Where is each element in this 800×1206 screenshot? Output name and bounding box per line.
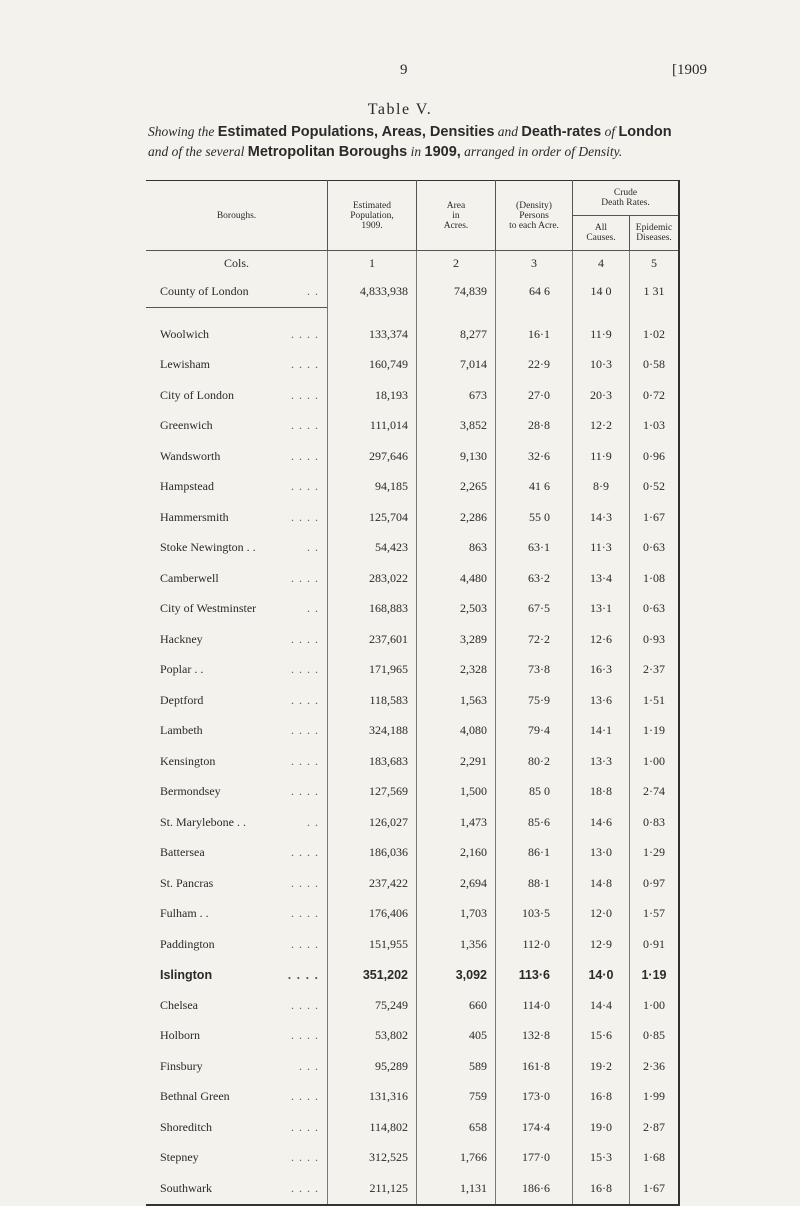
density-cell: 85·6 — [496, 807, 573, 838]
header-crude-death-rates: Crude Death Rates. — [573, 181, 680, 216]
area-cell: 673 — [417, 380, 496, 411]
density-cell: 80·2 — [496, 746, 573, 777]
area-cell: 2,694 — [417, 868, 496, 899]
table-row — [146, 685, 679, 716]
borough-name: Wandsworth — [160, 448, 221, 463]
borough-name: Holborn — [160, 1028, 200, 1043]
all-causes-cell: 13·4 — [573, 563, 630, 594]
all-causes-cell: 11·9 — [573, 441, 630, 472]
table-row — [146, 838, 679, 869]
population-cell: 183,683 — [328, 746, 417, 777]
leader-dots: . . . — [299, 1058, 319, 1073]
population-cell: 133,374 — [328, 319, 417, 350]
header-density: (Density) Persons to each Acre. — [496, 181, 573, 251]
epidemic-cell: 2·36 — [630, 1051, 680, 1082]
leader-dots: . . . . — [291, 1028, 319, 1043]
table-row — [146, 1051, 679, 1082]
area-cell: 2,503 — [417, 594, 496, 625]
borough-name: Hammersmith — [160, 509, 229, 524]
density-cell: 113·6 — [496, 960, 573, 991]
table-row — [146, 533, 679, 564]
page-number: 9 — [400, 62, 408, 78]
leader-dots: . . . . — [291, 570, 319, 585]
population-cell: 94,185 — [328, 472, 417, 503]
density-cell: 63·1 — [496, 533, 573, 564]
area-cell: 4,080 — [417, 716, 496, 747]
borough-name: Hampstead — [160, 479, 214, 494]
col-number: 1 — [328, 251, 417, 276]
leader-dots: . . . . — [291, 753, 319, 768]
column-number-row — [146, 251, 679, 276]
table-row — [146, 472, 679, 503]
density-cell: 112·0 — [496, 929, 573, 960]
table-row — [146, 716, 679, 747]
population-cell: 283,022 — [328, 563, 417, 594]
spacer-row — [146, 308, 679, 320]
header-population: Estimated Population, 1909. — [328, 181, 417, 251]
population-cell: 237,601 — [328, 624, 417, 655]
county-all-causes: 14 0 — [573, 275, 630, 308]
table-row — [146, 502, 679, 533]
density-cell: 75·9 — [496, 685, 573, 716]
page-year: [1909 — [672, 62, 707, 78]
density-cell: 88·1 — [496, 868, 573, 899]
epidemic-cell: 1·19 — [630, 716, 680, 747]
area-cell: 1,500 — [417, 777, 496, 808]
all-causes-cell: 13·1 — [573, 594, 630, 625]
all-causes-cell: 15·3 — [573, 1143, 630, 1174]
all-causes-cell: 14·3 — [573, 502, 630, 533]
all-causes-cell: 16·8 — [573, 1082, 630, 1113]
table-row — [146, 350, 679, 381]
density-cell: 72·2 — [496, 624, 573, 655]
leader-dots: . . . . — [291, 1119, 319, 1134]
leader-dots: . . — [307, 283, 319, 298]
population-cell: 351,202 — [328, 960, 417, 991]
all-causes-cell: 14·8 — [573, 868, 630, 899]
area-cell: 658 — [417, 1112, 496, 1143]
area-cell: 2,160 — [417, 838, 496, 869]
area-cell: 1,563 — [417, 685, 496, 716]
population-cell: 176,406 — [328, 899, 417, 930]
epidemic-cell: 1·99 — [630, 1082, 680, 1113]
area-cell: 1,131 — [417, 1173, 496, 1205]
leader-dots: . . . . — [291, 936, 319, 951]
epidemic-cell: 1·02 — [630, 319, 680, 350]
area-cell: 2,291 — [417, 746, 496, 777]
density-cell: 16·1 — [496, 319, 573, 350]
all-causes-cell: 11·9 — [573, 319, 630, 350]
epidemic-cell: 1·51 — [630, 685, 680, 716]
density-cell: 86·1 — [496, 838, 573, 869]
density-cell: 27·0 — [496, 380, 573, 411]
epidemic-cell: 0·63 — [630, 594, 680, 625]
cols-label: Cols. — [146, 251, 328, 276]
area-cell: 3,289 — [417, 624, 496, 655]
table-title: Table V. — [367, 101, 433, 118]
borough-name: Chelsea — [160, 997, 198, 1012]
area-cell: 1,766 — [417, 1143, 496, 1174]
table-row — [146, 807, 679, 838]
table-row — [146, 411, 679, 442]
density-cell: 67·5 — [496, 594, 573, 625]
epidemic-cell: 1·67 — [630, 1173, 680, 1205]
density-cell: 132·8 — [496, 1021, 573, 1052]
table-row — [146, 319, 679, 350]
table-caption: Showing the Estimated Populations, Areas, Densities and Death-rates of London and of the several Metropolitan Boroughs in 1909, arranged in order of Density. — [148, 124, 672, 160]
all-causes-cell: 10·3 — [573, 350, 630, 381]
population-cell: 126,027 — [328, 807, 417, 838]
area-cell: 2,265 — [417, 472, 496, 503]
epidemic-cell: 2·74 — [630, 777, 680, 808]
density-cell: 63·2 — [496, 563, 573, 594]
all-causes-cell: 15·6 — [573, 1021, 630, 1052]
epidemic-cell: 0·91 — [630, 929, 680, 960]
epidemic-cell: 0·96 — [630, 441, 680, 472]
area-cell: 7,014 — [417, 350, 496, 381]
all-causes-cell: 18·8 — [573, 777, 630, 808]
area-cell: 1,473 — [417, 807, 496, 838]
table-row — [146, 899, 679, 930]
col-number: 5 — [630, 251, 680, 276]
all-causes-cell: 14·4 — [573, 990, 630, 1021]
epidemic-cell: 1·67 — [630, 502, 680, 533]
epidemic-cell: 1·08 — [630, 563, 680, 594]
table-row — [146, 594, 679, 625]
population-cell: 75,249 — [328, 990, 417, 1021]
density-cell: 22·9 — [496, 350, 573, 381]
density-cell: 114·0 — [496, 990, 573, 1021]
density-cell: 186·6 — [496, 1173, 573, 1205]
density-cell: 103·5 — [496, 899, 573, 930]
borough-name: Islington — [160, 967, 213, 982]
borough-name: City of Westminster — [160, 601, 257, 616]
area-cell: 405 — [417, 1021, 496, 1052]
table-row — [146, 777, 679, 808]
leader-dots: . . . . — [291, 875, 319, 890]
table-row — [146, 624, 679, 655]
borough-name: Battersea — [160, 845, 205, 860]
county-epidemic: 1 31 — [630, 275, 680, 308]
county-name: County of London — [160, 283, 249, 298]
epidemic-cell: 0·97 — [630, 868, 680, 899]
col-number: 4 — [573, 251, 630, 276]
county-population: 4,833,938 — [328, 275, 417, 308]
all-causes-cell: 12·2 — [573, 411, 630, 442]
borough-name: Stepney — [160, 1150, 199, 1165]
epidemic-cell: 2·87 — [630, 1112, 680, 1143]
leader-dots: . . . . — [291, 448, 319, 463]
borough-name: Finsbury — [160, 1058, 203, 1073]
table-row — [146, 960, 679, 991]
table-row — [146, 990, 679, 1021]
borough-name: Hackney — [160, 631, 203, 646]
leader-dots: . . . . — [291, 1150, 319, 1165]
population-cell: 111,014 — [328, 411, 417, 442]
table-row — [146, 563, 679, 594]
table-row — [146, 380, 679, 411]
density-cell: 177·0 — [496, 1143, 573, 1174]
population-cell: 53,802 — [328, 1021, 417, 1052]
population-cell: 127,569 — [328, 777, 417, 808]
population-cell: 114,802 — [328, 1112, 417, 1143]
leader-dots: . . . . — [291, 997, 319, 1012]
borough-name: St. Pancras — [160, 875, 214, 890]
epidemic-cell: 1·57 — [630, 899, 680, 930]
leader-dots: . . — [307, 601, 319, 616]
borough-name: Bethnal Green — [160, 1089, 230, 1104]
all-causes-cell: 12·9 — [573, 929, 630, 960]
density-cell: 173·0 — [496, 1082, 573, 1113]
all-causes-cell: 13·6 — [573, 685, 630, 716]
population-cell: 312,525 — [328, 1143, 417, 1174]
area-cell: 1,356 — [417, 929, 496, 960]
population-cell: 186,036 — [328, 838, 417, 869]
all-causes-cell: 14·0 — [573, 960, 630, 991]
epidemic-cell: 0·63 — [630, 533, 680, 564]
county-area: 74,839 — [417, 275, 496, 308]
leader-dots: . . . . — [291, 692, 319, 707]
population-cell: 237,422 — [328, 868, 417, 899]
population-cell: 118,583 — [328, 685, 417, 716]
borough-name: Lewisham — [160, 357, 210, 372]
all-causes-cell: 11·3 — [573, 533, 630, 564]
leader-dots: . . . . — [291, 509, 319, 524]
all-causes-cell: 8·9 — [573, 472, 630, 503]
leader-dots: . . . . — [291, 357, 319, 372]
density-cell: 174·4 — [496, 1112, 573, 1143]
population-cell: 211,125 — [328, 1173, 417, 1205]
epidemic-cell: 1·00 — [630, 990, 680, 1021]
epidemic-cell: 1·68 — [630, 1143, 680, 1174]
leader-dots: . . . . — [291, 479, 319, 494]
density-cell: 41 6 — [496, 472, 573, 503]
table-row — [146, 441, 679, 472]
population-cell: 131,316 — [328, 1082, 417, 1113]
area-cell: 2,286 — [417, 502, 496, 533]
area-cell: 3,852 — [417, 411, 496, 442]
borough-name: St. Marylebone . . — [160, 814, 246, 829]
epidemic-cell: 1·03 — [630, 411, 680, 442]
all-causes-cell: 12·6 — [573, 624, 630, 655]
area-cell: 863 — [417, 533, 496, 564]
area-cell: 9,130 — [417, 441, 496, 472]
table-row — [146, 929, 679, 960]
epidemic-cell: 0·83 — [630, 807, 680, 838]
table-row — [146, 1143, 679, 1174]
borough-name: Southwark — [160, 1180, 212, 1195]
density-cell: 28·8 — [496, 411, 573, 442]
area-cell: 589 — [417, 1051, 496, 1082]
borough-name: Fulham . . — [160, 906, 209, 921]
area-cell: 1,703 — [417, 899, 496, 930]
population-cell: 324,188 — [328, 716, 417, 747]
table-row — [146, 1173, 679, 1205]
population-cell: 168,883 — [328, 594, 417, 625]
leader-dots: . . . . — [291, 845, 319, 860]
borough-name: Bermondsey — [160, 784, 221, 799]
borough-name: Stoke Newington . . — [160, 540, 256, 555]
borough-name: Deptford — [160, 692, 204, 707]
leader-dots: . . . . — [291, 387, 319, 402]
epidemic-cell: 0·85 — [630, 1021, 680, 1052]
leader-dots: . . . . — [291, 631, 319, 646]
density-cell: 55 0 — [496, 502, 573, 533]
borough-name: Camberwell — [160, 570, 219, 585]
table-row — [146, 746, 679, 777]
population-cell: 151,955 — [328, 929, 417, 960]
area-cell: 3,092 — [417, 960, 496, 991]
table-row — [146, 1112, 679, 1143]
all-causes-cell: 14·1 — [573, 716, 630, 747]
epidemic-cell: 1·00 — [630, 746, 680, 777]
all-causes-cell: 16·3 — [573, 655, 630, 686]
leader-dots: . . — [307, 814, 319, 829]
all-causes-cell: 13·3 — [573, 746, 630, 777]
col-number: 2 — [417, 251, 496, 276]
all-causes-cell: 13·0 — [573, 838, 630, 869]
borough-name: Woolwich — [160, 326, 210, 341]
header-epidemic: Epidemic Diseases. — [630, 216, 680, 251]
borough-name: Paddington — [160, 936, 215, 951]
density-cell: 32·6 — [496, 441, 573, 472]
leader-dots: . . . . — [291, 1089, 319, 1104]
area-cell: 8,277 — [417, 319, 496, 350]
table-row — [146, 655, 679, 686]
leader-dots: . . — [307, 540, 319, 555]
population-cell: 125,704 — [328, 502, 417, 533]
leader-dots: . . . . — [291, 418, 319, 433]
borough-name: Lambeth — [160, 723, 203, 738]
header-area: Area in Acres. — [417, 181, 496, 251]
density-cell: 161·8 — [496, 1051, 573, 1082]
borough-name: Poplar . . — [160, 662, 204, 677]
density-table — [146, 180, 680, 1206]
area-cell: 660 — [417, 990, 496, 1021]
epidemic-cell: 1·29 — [630, 838, 680, 869]
all-causes-cell: 16·8 — [573, 1173, 630, 1205]
epidemic-cell: 2·37 — [630, 655, 680, 686]
density-cell: 73·8 — [496, 655, 573, 686]
all-causes-cell: 12·0 — [573, 899, 630, 930]
epidemic-cell: 0·58 — [630, 350, 680, 381]
leader-dots: . . . . — [291, 906, 319, 921]
all-causes-cell: 14·6 — [573, 807, 630, 838]
col-number: 3 — [496, 251, 573, 276]
leader-dots: . . . . — [291, 784, 319, 799]
leader-dots: . . . . — [291, 662, 319, 677]
table-row — [146, 868, 679, 899]
population-cell: 95,289 — [328, 1051, 417, 1082]
all-causes-cell: 19·2 — [573, 1051, 630, 1082]
borough-name: Shoreditch — [160, 1119, 212, 1134]
population-cell: 18,193 — [328, 380, 417, 411]
population-cell: 297,646 — [328, 441, 417, 472]
county-density: 64 6 — [496, 275, 573, 308]
area-cell: 759 — [417, 1082, 496, 1113]
population-cell: 160,749 — [328, 350, 417, 381]
county-row — [146, 275, 679, 308]
leader-dots: . . . . — [287, 967, 319, 982]
epidemic-cell: 0·72 — [630, 380, 680, 411]
table-row — [146, 1021, 679, 1052]
density-cell: 79·4 — [496, 716, 573, 747]
leader-dots: . . . . — [291, 723, 319, 738]
borough-name: City of London — [160, 387, 234, 402]
header-boroughs: Boroughs. — [216, 210, 257, 221]
borough-name: Kensington — [160, 753, 216, 768]
epidemic-cell: 1·19 — [630, 960, 680, 991]
epidemic-cell: 0·93 — [630, 624, 680, 655]
population-cell: 54,423 — [328, 533, 417, 564]
leader-dots: . . . . — [291, 1180, 319, 1195]
all-causes-cell: 19·0 — [573, 1112, 630, 1143]
header-all-causes: All Causes. — [573, 216, 630, 251]
area-cell: 4,480 — [417, 563, 496, 594]
epidemic-cell: 0·52 — [630, 472, 680, 503]
leader-dots: . . . . — [291, 326, 319, 341]
area-cell: 2,328 — [417, 655, 496, 686]
borough-name: Greenwich — [160, 418, 213, 433]
density-cell: 85 0 — [496, 777, 573, 808]
population-cell: 171,965 — [328, 655, 417, 686]
all-causes-cell: 20·3 — [573, 380, 630, 411]
